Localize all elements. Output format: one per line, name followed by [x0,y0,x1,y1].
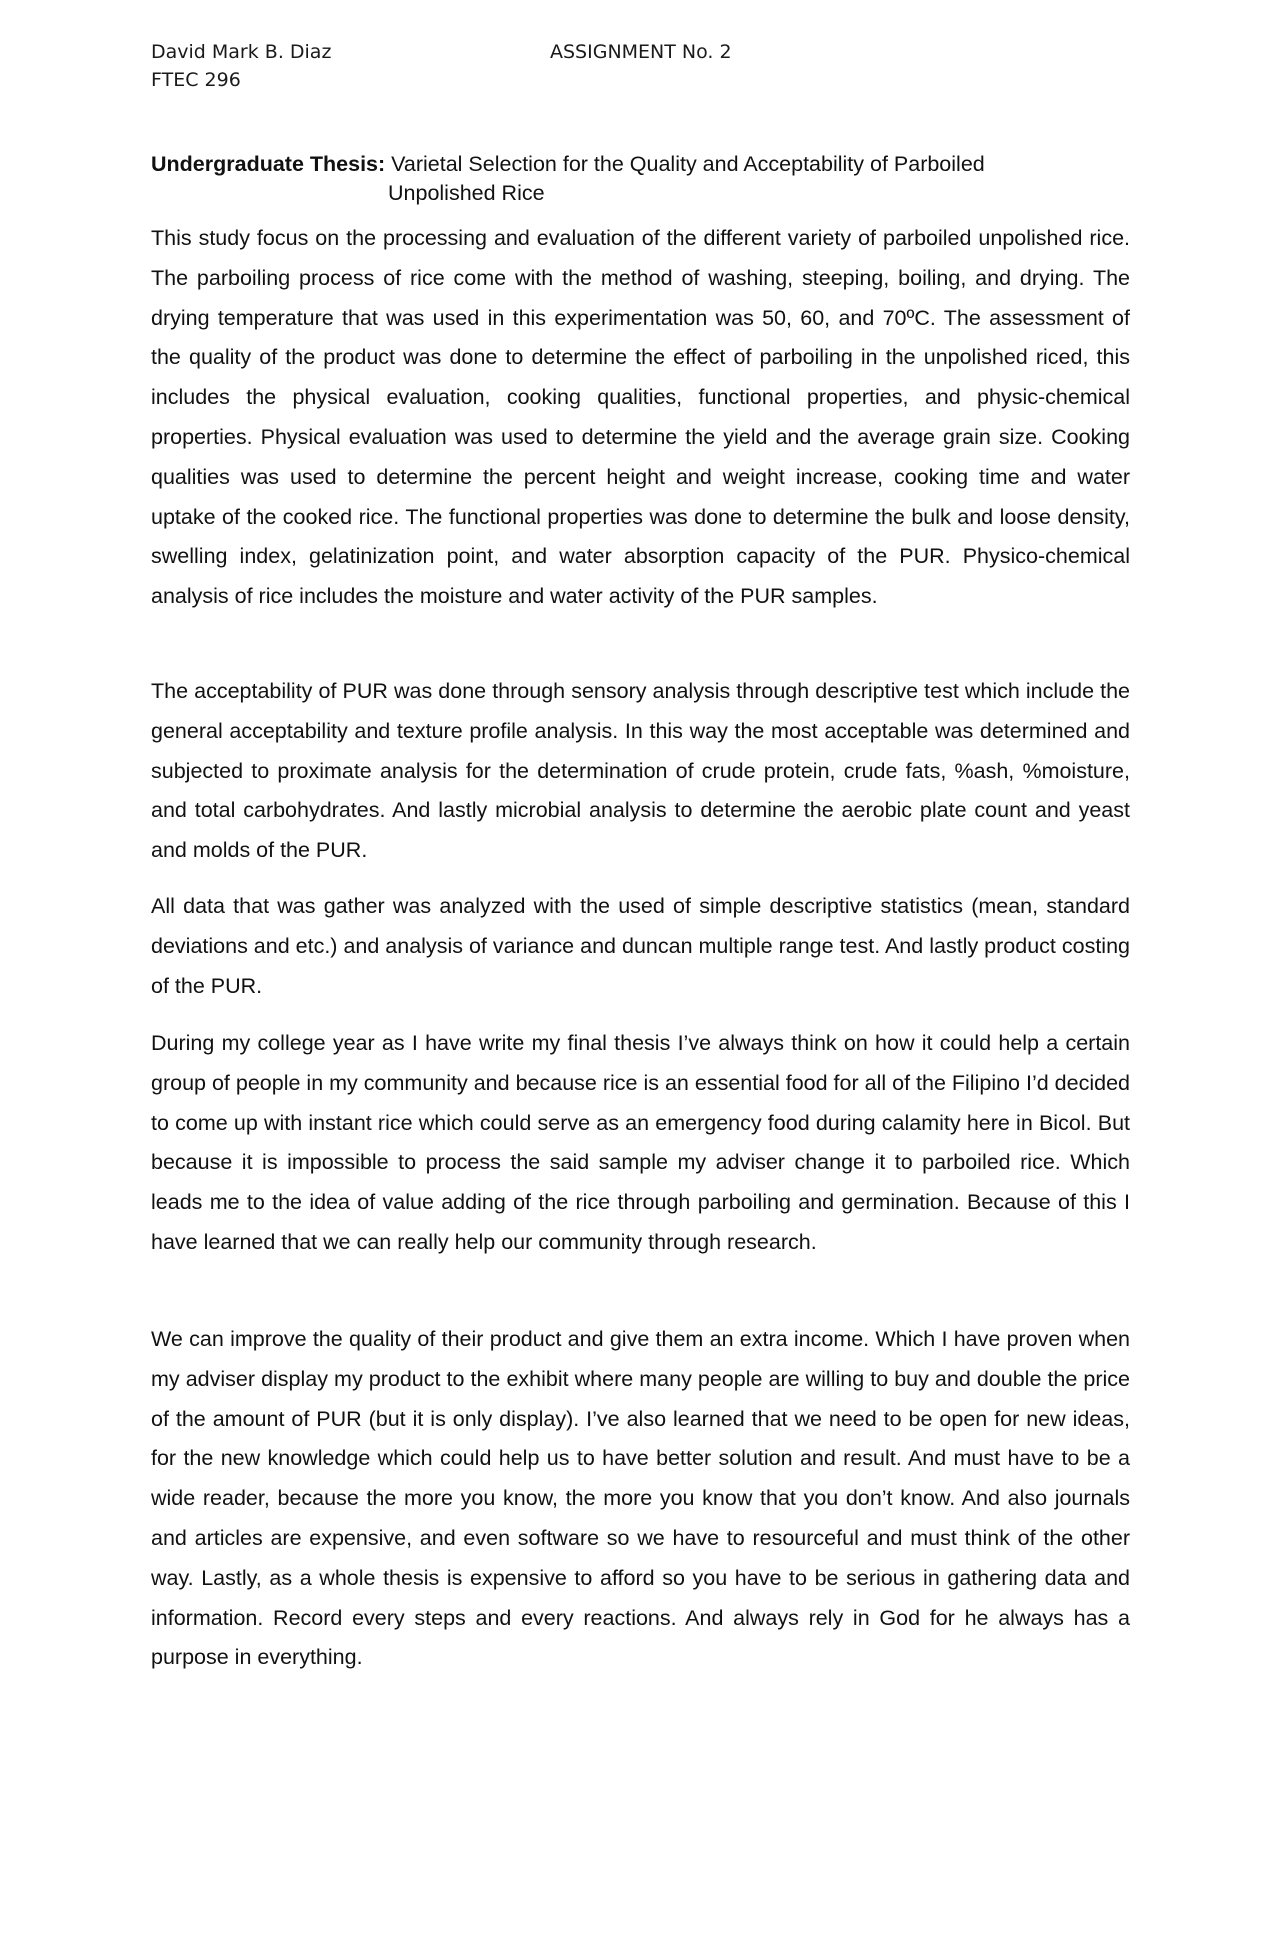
thesis-title-label: Undergraduate Thesis: [151,152,386,176]
paragraph-study-overview: This study focus on the processing and evaluation of the different variety of parboiled unpolished rice. The parboiling process of rice come with the method of washing, steeping, boiling, and drying. The drying temperature that was used in this experimentation was 50, 60, and 70ºC. The assessment of the quality of the product was done to determine the effect of parboiling in the unpolished riced, this includes the physical evaluation, cooking qualities, functional properties, and physic-chemical properties. Physical evaluation was used to determine the yield and the average grain size. Cooking qualities was used to determine the percent height and weight increase, cooking time and water uptake of the cooked rice. The functional properties was done to determine the bulk and loose density, swelling index, gelatinization point, and water absorption capacity of the PUR. Physico-chemical analysis of rice includes the moisture and water activity of the PUR samples. [151,226,1130,609]
thesis-title [151,150,1130,208]
paragraph-data-analysis: All data that was gather was analyzed with the used of simple descriptive statistics (mean, standard deviations and etc.) and analysis of variance and duncan multiple range test. And lastly product costing of the PUR. [151,894,1130,998]
course-code: FTEC 296 [151,69,241,91]
author-name: David Mark B. Diaz [151,41,332,63]
paragraph-acceptability: The acceptability of PUR was done through sensory analysis through descriptive test which include the general acceptability and texture profile analysis. In this way the most acceptable was determined and subjected to proximate analysis for the determination of crude protein, crude fats, %ash, %moisture, and total carbohydrates. And lastly microbial analysis to determine the aerobic plate count and yeast and molds of the PUR. [151,679,1130,863]
assignment-title: ASSIGNMENT No. 2 [550,41,732,63]
thesis-title-line-1: Varietal Selection for the Quality and Acceptability of Parboiled [391,152,985,176]
thesis-title-line-2: Unpolished Rice [388,181,545,205]
paragraph-lessons-learned: We can improve the quality of their product and give them an extra income. Which I have proven when my adviser display my product to the exhibit where many people are willing to buy and double the price of the amount of PUR (but it is only display). I’ve also learned that we need to be open for new ideas, for the new knowledge which could help us to have better solution and result. And must have to be a wide reader, because the more you know, the more you know that you don’t know. And also journals and articles are expensive, and even software so we have to resourceful and must think of the other way. Lastly, as a whole thesis is expensive to afford so you have to be serious in gathering data and information. Record every steps and every reactions. And always rely in God for he always has a purpose in everything. [151,1327,1130,1670]
paragraph-college-reflection: During my college year as I have write my final thesis I’ve always think on how it could help a certain group of people in my community and because rice is an essential food for all of the Filipino I’d decided to come up with instant rice which could serve as an emergency food during calamity here in Bicol. But because it is impossible to process the said sample my adviser change it to parboiled rice. Which leads me to the idea of value adding of the rice through parboiling and germination. Because of this I have learned that we can really help our community through research. [151,1031,1130,1254]
